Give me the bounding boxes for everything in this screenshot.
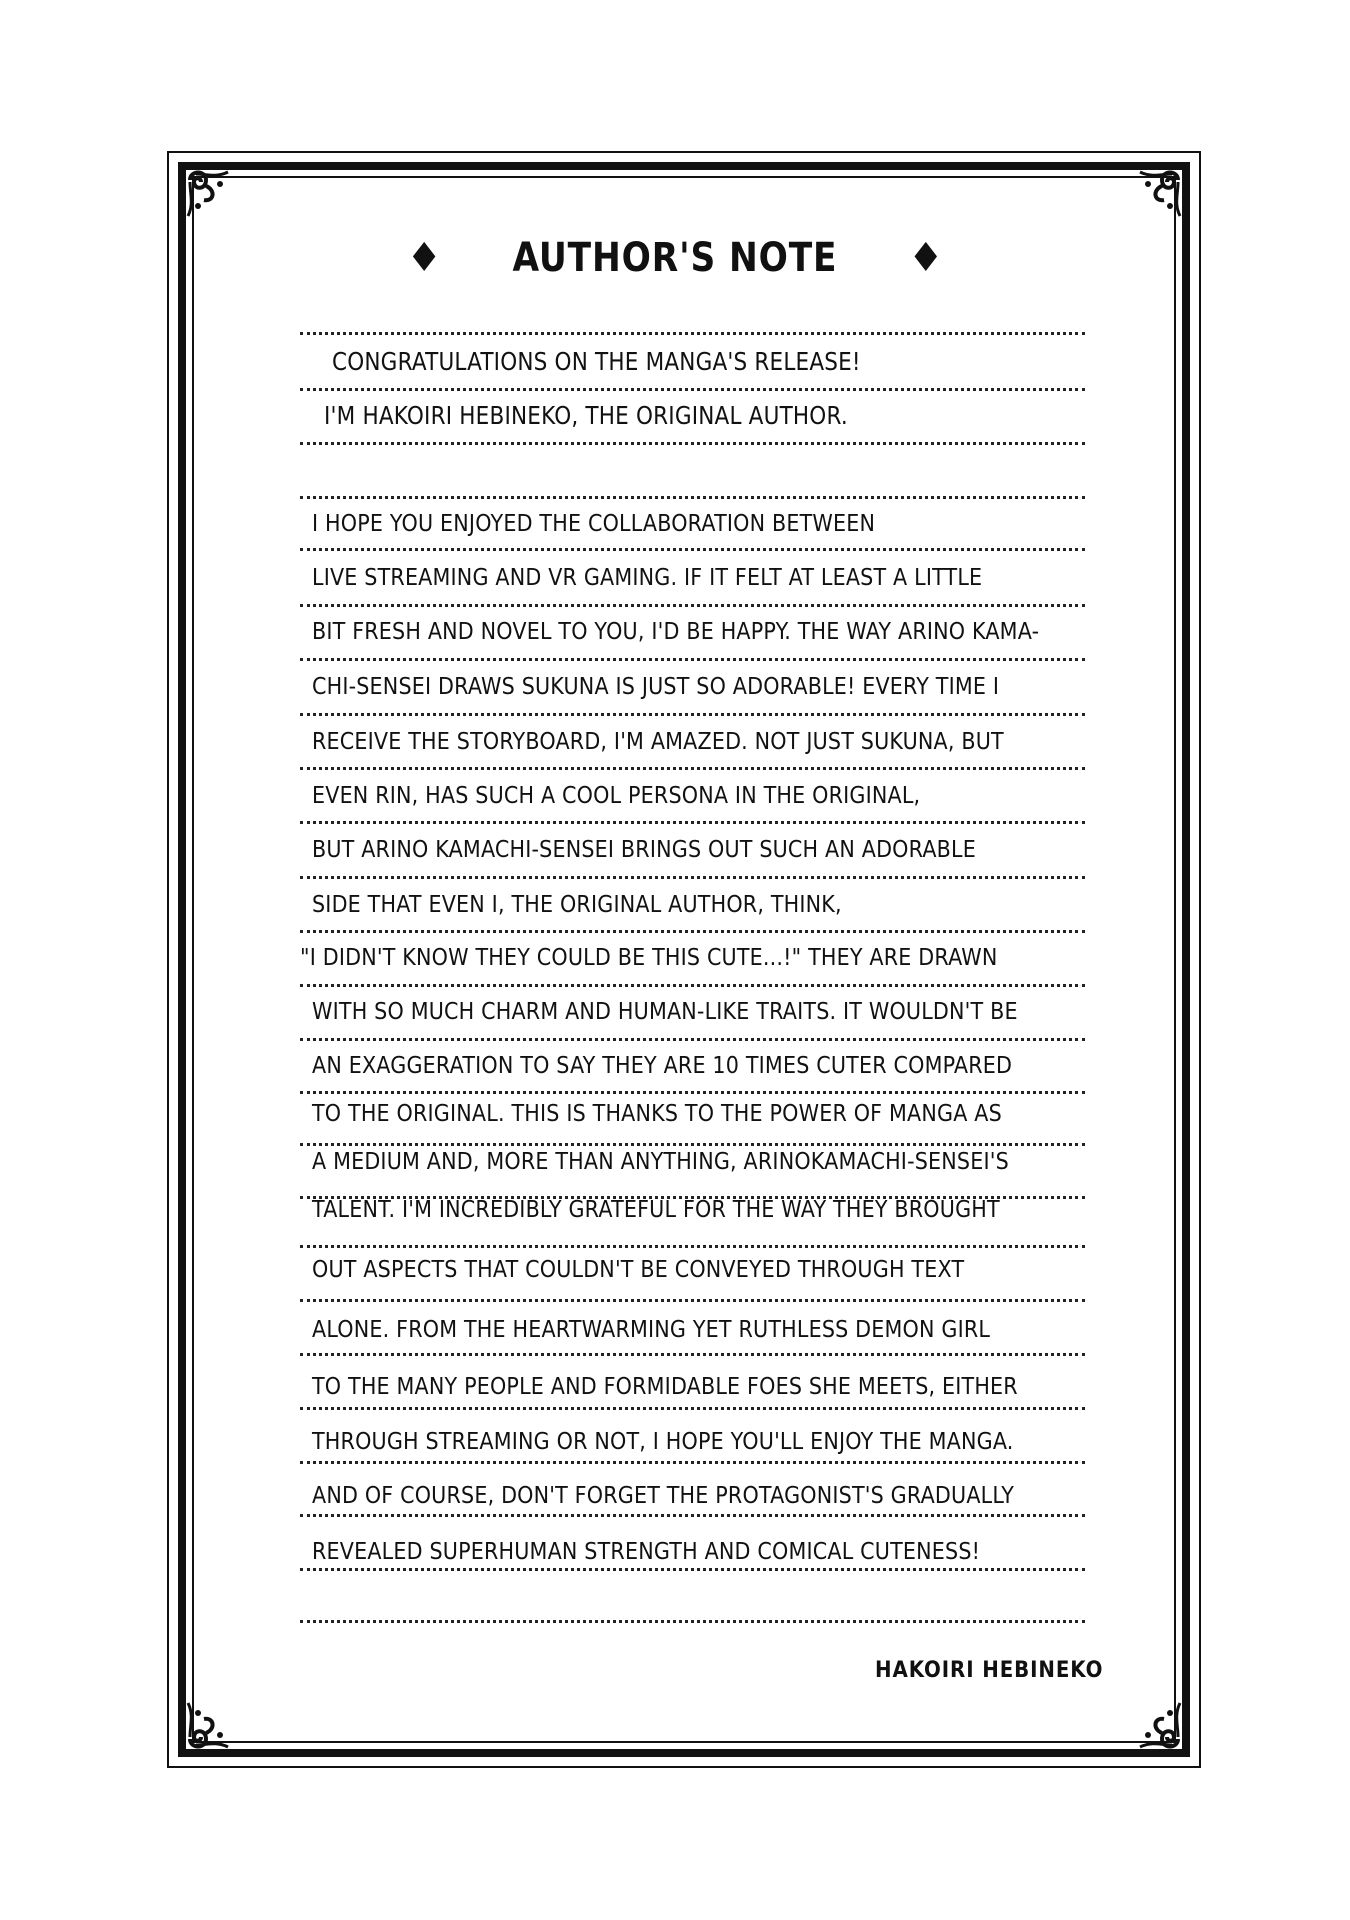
corner-ornament-bottom-right-icon (1122, 1689, 1192, 1759)
body-line: TALENT. I'M INCREDIBLY GRATEFUL FOR THE WAY THEY BROUGHT (312, 1195, 1000, 1223)
author-signature: HAKOIRI HEBINEKO (875, 1658, 1104, 1683)
body-line: I HOPE YOU ENJOYED THE COLLABORATION BETWEEN (312, 509, 876, 537)
body-line: REVEALED SUPERHUMAN STRENGTH AND COMICAL CUTENESS! (312, 1537, 981, 1565)
dotted-rule (300, 1568, 1085, 1571)
body-line: RECEIVE THE STORYBOARD, I'M AMAZED. NOT JUST SUKUNA, BUT (312, 727, 1004, 755)
body-line: A MEDIUM AND, MORE THAN ANYTHING, ARINOKAMACHI-SENSEI'S (312, 1147, 1009, 1175)
dotted-rule (300, 332, 1085, 335)
corner-ornament-bottom-left-icon (176, 1689, 246, 1759)
dotted-rule (300, 1514, 1085, 1517)
dotted-rule (300, 1407, 1085, 1410)
dotted-rule (300, 1620, 1085, 1623)
body-line: LIVE STREAMING AND VR GAMING. IF IT FELT AT LEAST A LITTLE (312, 563, 983, 591)
corner-ornament-top-right-icon (1122, 160, 1192, 230)
dotted-rule (300, 876, 1085, 879)
heading-row (0, 228, 1350, 288)
diamond-right-icon: ♦ (907, 235, 944, 281)
dotted-rule (300, 930, 1085, 933)
dotted-rule (300, 1461, 1085, 1464)
body-line: AND OF COURSE, DON'T FORGET THE PROTAGONIST'S GRADUALLY (312, 1481, 1015, 1509)
dotted-rule (300, 548, 1085, 551)
dotted-rule (300, 604, 1085, 607)
body-line: THROUGH STREAMING OR NOT, I HOPE YOU'LL ENJOY THE MANGA. (312, 1427, 1014, 1455)
dotted-rule (300, 713, 1085, 716)
body-line: BUT ARINO KAMACHI-SENSEI BRINGS OUT SUCH AN ADORABLE (312, 835, 976, 863)
dotted-rule (300, 1353, 1085, 1356)
dotted-rule (300, 821, 1085, 824)
page-title: AUTHOR'S NOTE (512, 235, 838, 281)
dotted-rule (300, 1245, 1085, 1248)
intro-line: I'M HAKOIRI HEBINEKO, THE ORIGINAL AUTHOR. (324, 401, 848, 430)
body-line: AN EXAGGERATION TO SAY THEY ARE 10 TIMES CUTER COMPARED (312, 1051, 1013, 1079)
body-line: TO THE ORIGINAL. THIS IS THANKS TO THE POWER OF MANGA AS (312, 1099, 1002, 1127)
body-line: CHI-SENSEI DRAWS SUKUNA IS JUST SO ADORABLE! EVERY TIME I (312, 672, 1000, 700)
dotted-rule (300, 496, 1085, 499)
dotted-rule (300, 984, 1085, 987)
body-line: BIT FRESH AND NOVEL TO YOU, I'D BE HAPPY. THE WAY ARINO KAMA- (312, 617, 1040, 645)
intro-line: CONGRATULATIONS ON THE MANGA'S RELEASE! (332, 347, 861, 376)
dotted-rule (300, 1038, 1085, 1041)
body-line: SIDE THAT EVEN I, THE ORIGINAL AUTHOR, THINK, (312, 890, 842, 918)
body-line: OUT ASPECTS THAT COULDN'T BE CONVEYED THROUGH TEXT (312, 1255, 965, 1283)
corner-ornament-top-left-icon (176, 160, 246, 230)
diamond-left-icon: ♦ (406, 235, 443, 281)
body-line: "I DIDN'T KNOW THEY COULD BE THIS CUTE...!" THEY ARE DRAWN (300, 943, 998, 971)
body-line: TO THE MANY PEOPLE AND FORMIDABLE FOES SHE MEETS, EITHER (312, 1372, 1018, 1400)
dotted-rule (300, 1299, 1085, 1302)
body-line: ALONE. FROM THE HEARTWARMING YET RUTHLESS DEMON GIRL (312, 1315, 991, 1343)
dotted-rule (300, 767, 1085, 770)
dotted-rule (300, 442, 1085, 445)
body-line: WITH SO MUCH CHARM AND HUMAN-LIKE TRAITS. IT WOULDN'T BE (312, 997, 1018, 1025)
dotted-rule (300, 1143, 1085, 1146)
body-line: EVEN RIN, HAS SUCH A COOL PERSONA IN THE ORIGINAL, (312, 781, 921, 809)
dotted-rule (300, 1091, 1085, 1094)
dotted-rule (300, 658, 1085, 661)
dotted-rule (300, 388, 1085, 391)
